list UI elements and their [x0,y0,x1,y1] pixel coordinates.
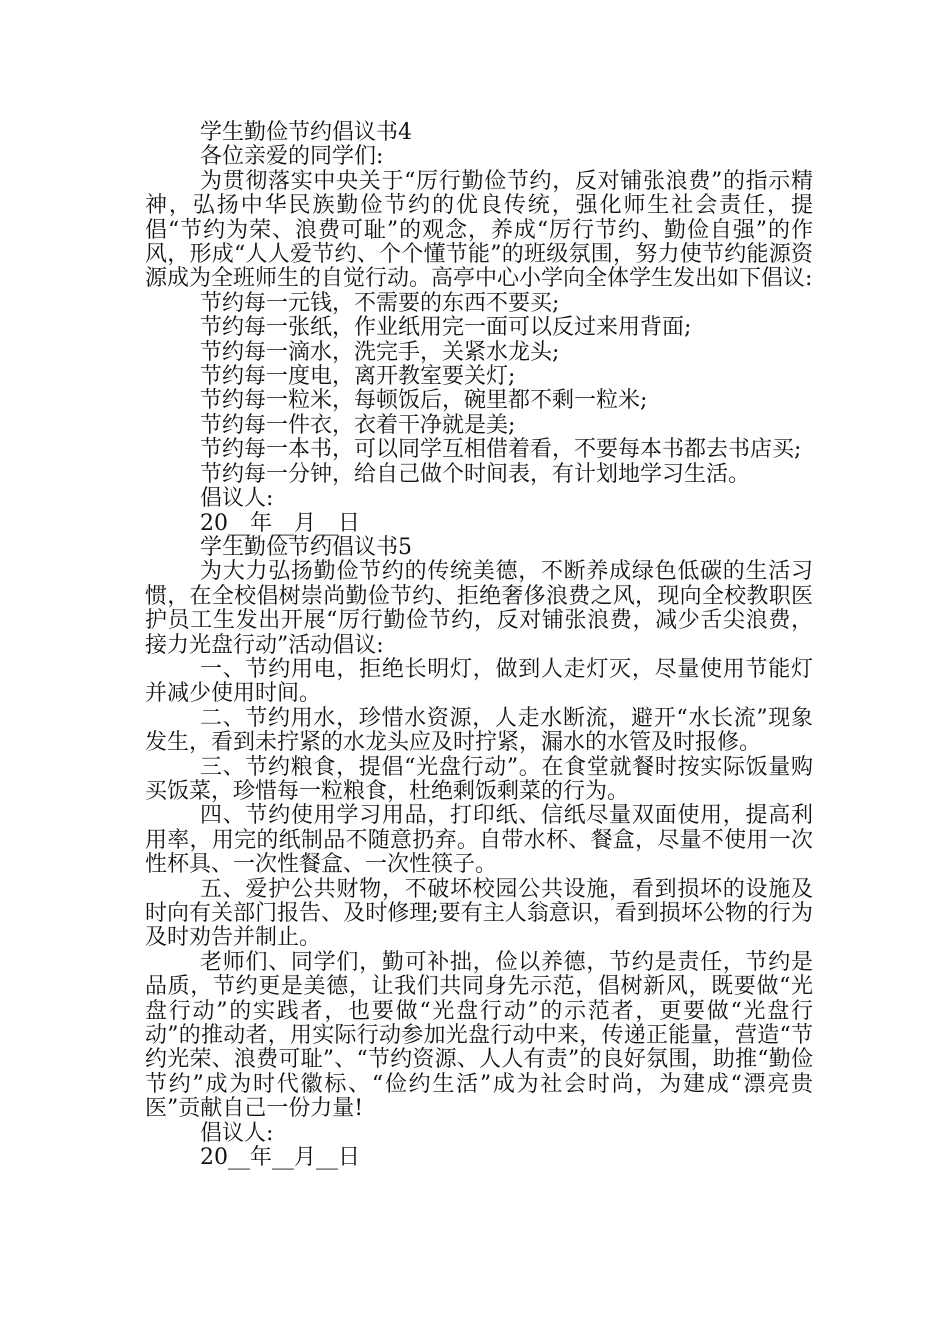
signature-label: 倡议人: [200,1120,274,1146]
proposal-item: 节约每一元钱，不需要的东西不要买; [200,290,560,316]
date-line: 20__年__月__日 [200,1145,360,1171]
proposal-item: 节约每一分钟，给自己做个时间表，有计划地学习生活。 [200,461,751,487]
date-line: 20__年__月__日 [200,510,360,536]
document-body [145,121,813,1170]
salutation: 各位亲爱的同学们: [200,144,384,170]
numbered-item: 一、节约用电，拒绝长明灯，做到人走灯灭，尽量使用节能灯并减少使用时间。 [145,656,813,707]
doc-heading-4: 学生勤俭节约倡议书4 [200,120,412,145]
signature-label: 倡议人: [200,486,274,512]
proposal-item: 节约每一件衣，衣着干净就是美; [200,412,516,438]
closing-paragraph: 老师们、同学们，勤可补拙，俭以养德，节约是责任，节约是品质，节约更是美德，让我们共同身先示范，倡树新风，既要做“光盘行动”的实践者，也要做“光盘行动”的示范者，更要做“光盘行动”的推动者，用实际行动参加光盘行动中来，传递正能量，营造“节约光荣、浪费可耻”、“节约资源、人人有责”的良好氛围，助推“勤俭节约”成为时代徽标、“俭约生活”成为社会时尚，为建成“漂亮贵医”贡献自己一份力量! [145,949,813,1122]
intro-paragraph-5: 为大力弘扬勤俭节约的传统美德，不断养成绿色低碳的生活习惯，在全校倡树崇尚勤俭节约、拒绝奢侈浪费之风，现向全校教职医护员工生发出开展“厉行勤俭节约，反对铺张浪费，减少舌尖浪费，接力光盘行动”活动倡议: [145,559,813,658]
proposal-item: 节约每一粒米，每顿饭后，碗里都不剩一粒米; [200,388,648,414]
proposal-item: 节约每一滴水，洗完手，关紧水龙头; [200,339,560,365]
intro-paragraph-4: 为贯彻落实中央关于“厉行勤俭节约，反对铺张浪费”的指示精神，弘扬中华民族勤俭节约的优良传统，强化师生社会责任，提倡“节约为荣、浪费可耻”的观念，养成“厉行节约、勤俭自强”的作风，形成“人人爱节约、个个懂节能”的班级氛围，努力使节约能源资源成为全班师生的自觉行动。高亭中心小学向全体学生发出如下倡议: [145,168,813,292]
proposal-item: 节约每一张纸，作业纸用完一面可以反过来用背面; [200,315,692,341]
numbered-item: 四、节约使用学习用品，打印纸、信纸尽量双面使用，提高利用率，用完的纸制品不随意扔弃。自带水杯、餐盒，尽量不使用一次性杯具、一次性餐盒、一次性筷子。 [145,803,813,878]
doc-heading-5: 学生勤俭节约倡议书5 [200,534,412,560]
numbered-item: 二、节约用水，珍惜水资源，人走水断流，避开“水长流”现象发生，看到未拧紧的水龙头应及时拧紧，漏水的水管及时报修。 [145,705,813,756]
proposal-item: 节约每一度电，离开教室要关灯; [200,364,516,390]
numbered-item: 三、节约粮食，提倡“光盘行动”。在食堂就餐时按实际饭量购买饭菜，珍惜每一粒粮食，杜绝剩饭剩菜的行为。 [145,754,813,804]
numbered-item: 五、爱护公共财物，不破坏校园公共设施，看到损坏的设施及时向有关部门报告、及时修理;要有主人翁意识，看到损坏公物的行为及时劝告并制止。 [145,876,813,951]
proposal-item: 节约每一本书，可以同学互相借着看，不要每本书都去书店买; [200,437,802,463]
